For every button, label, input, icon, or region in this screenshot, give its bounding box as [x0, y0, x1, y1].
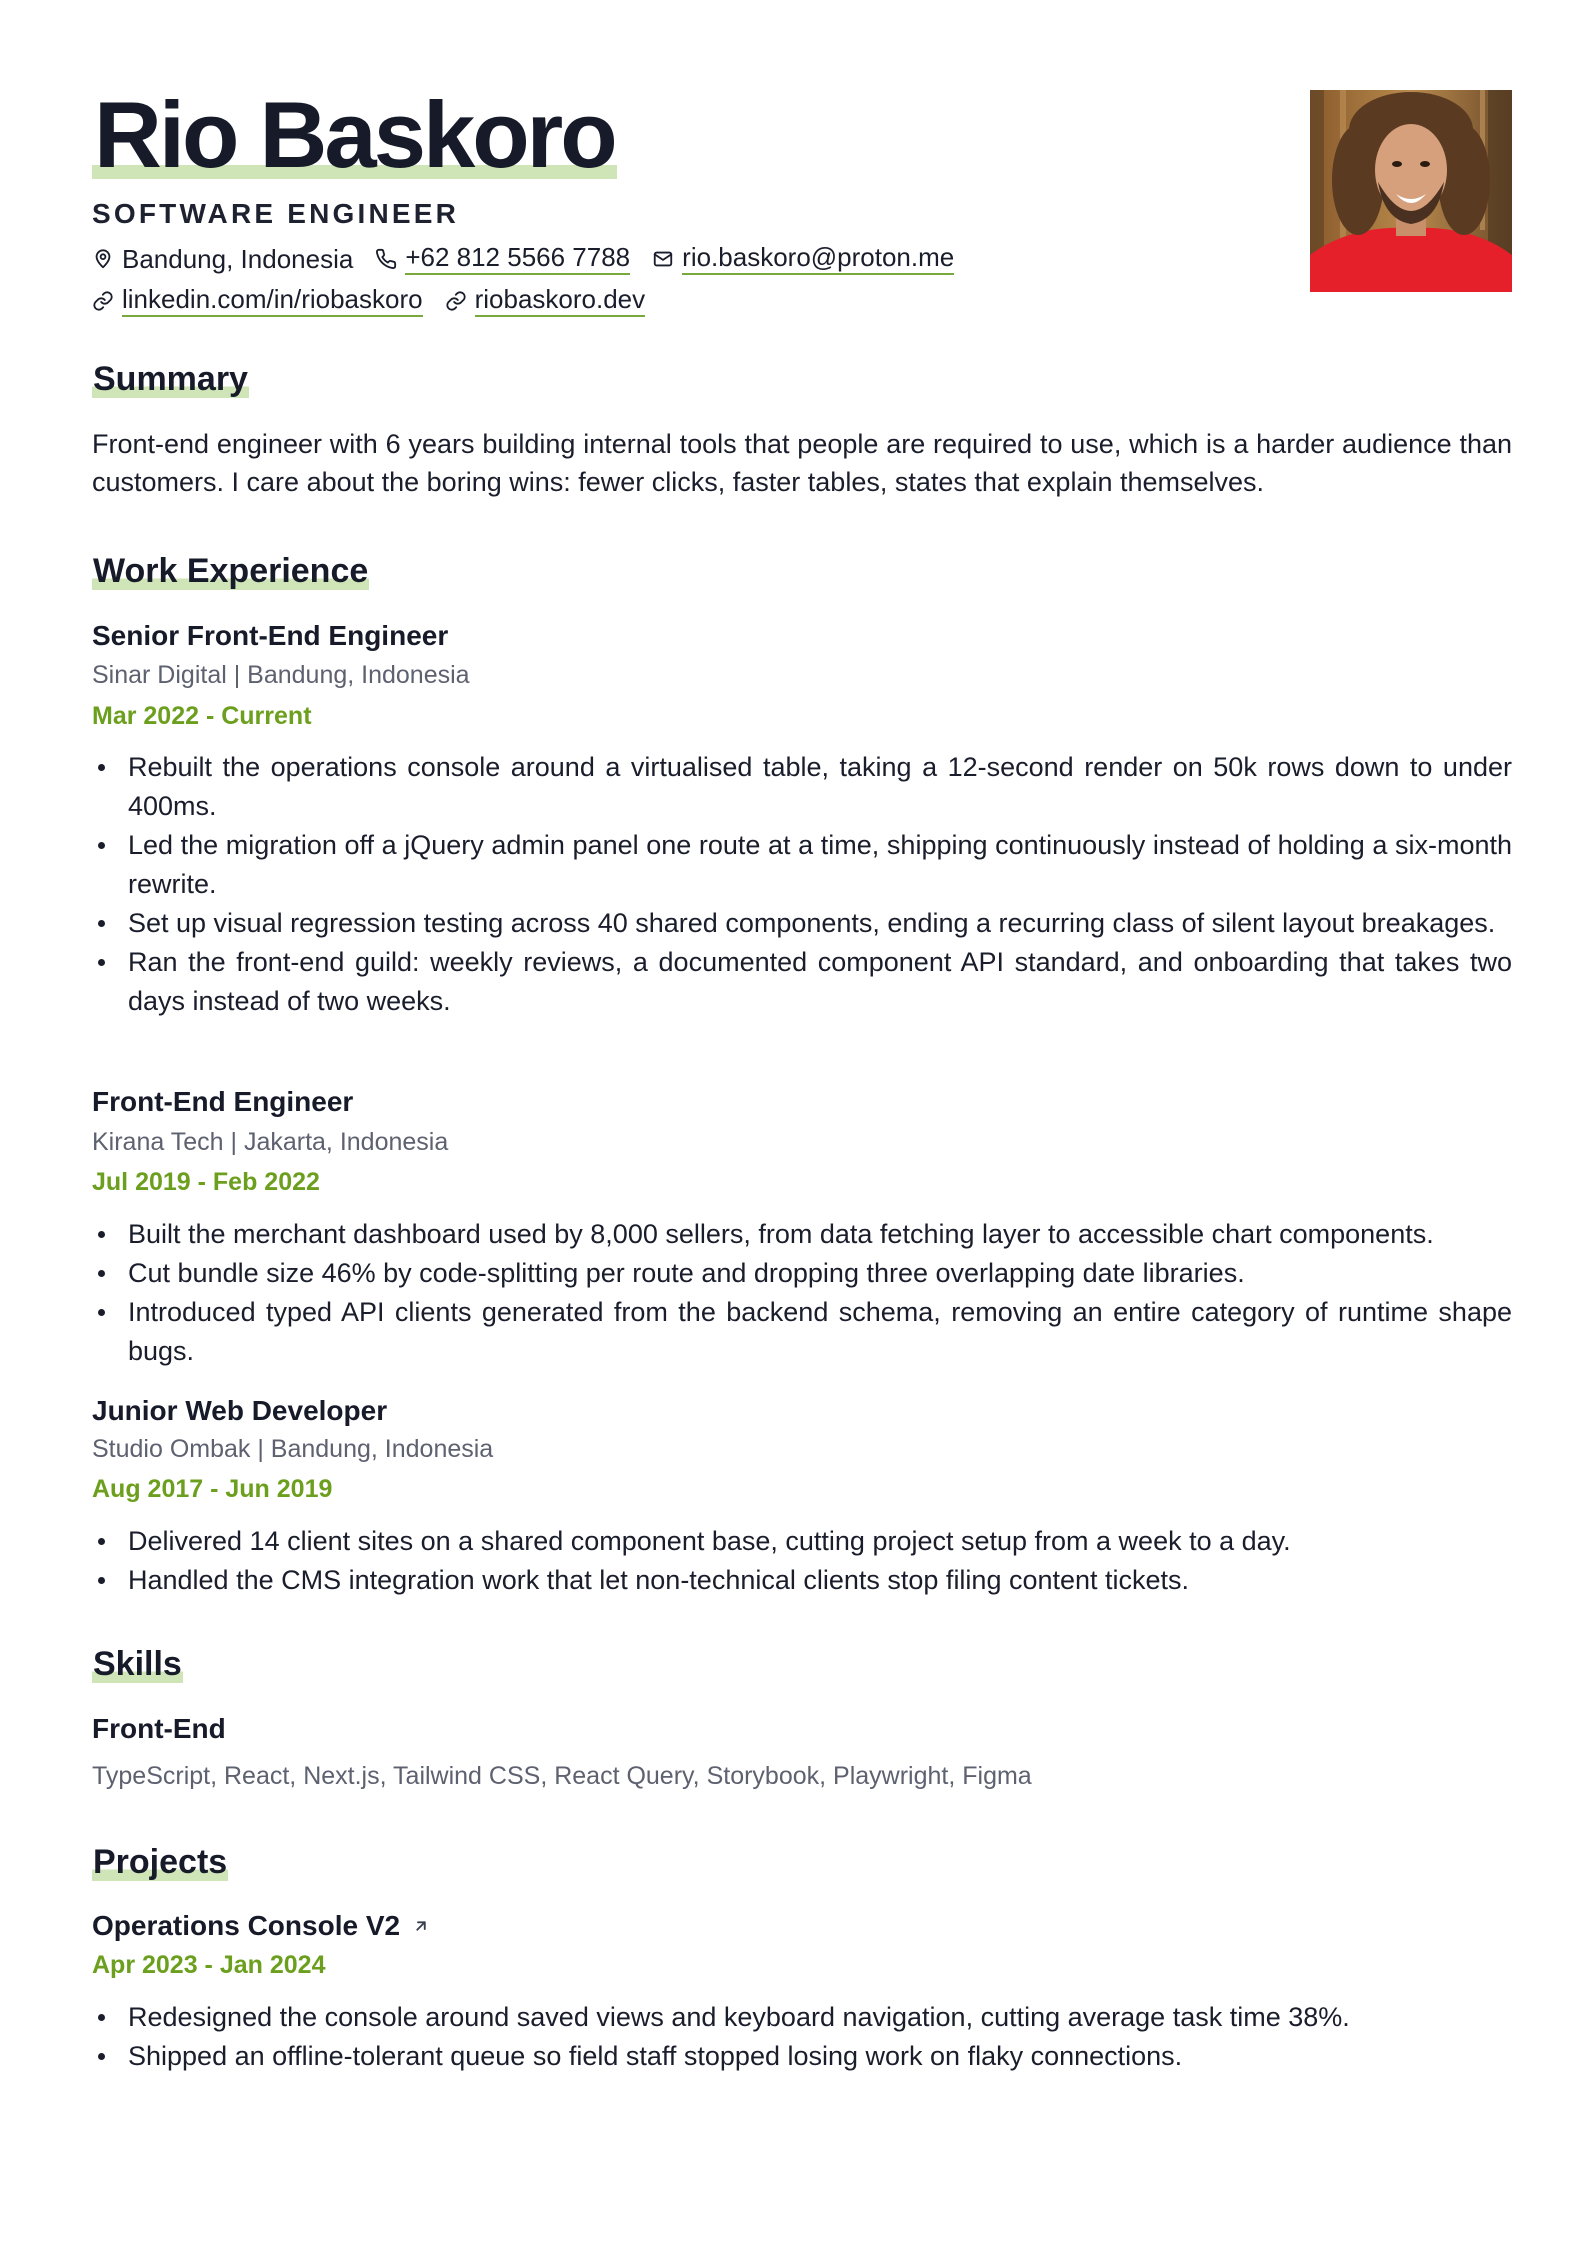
list-item: Led the migration off a jQuery admin panel one route at a time, shipping continuously instead of holding a six-month rewrite. — [92, 826, 1512, 904]
job-title: Front-End Engineer — [92, 1086, 354, 1117]
job-title: Senior Front-End Engineer — [92, 620, 449, 651]
list-item: Cut bundle size 46% by code-splitting per route and dropping three overlapping date libraries. — [92, 1254, 1512, 1293]
summary-heading: Summary — [93, 360, 248, 398]
job-dates: Mar 2022 - Current — [92, 702, 312, 730]
list-item: Redesigned the console around saved views and keyboard navigation, cutting average task time 38%. — [92, 1998, 1512, 2037]
link-icon — [445, 290, 467, 312]
website-item[interactable] — [445, 285, 646, 317]
linkedin-item[interactable] — [92, 285, 423, 317]
projects-heading: Projects — [93, 1843, 228, 1881]
list-item: Rebuilt the operations console around a virtualised table, taking a 12-second render on 50k rows down to under 400ms. — [92, 748, 1512, 826]
job-bullets — [92, 1215, 1512, 1371]
linkedin-link[interactable]: linkedin.com/in/riobaskoro — [122, 285, 423, 317]
job-bullets — [92, 748, 1512, 1021]
phone-item[interactable] — [375, 243, 630, 275]
job-headline: SOFTWARE ENGINEER — [92, 198, 460, 229]
job-title: Junior Web Developer — [92, 1395, 388, 1426]
job-company: Sinar Digital | Bandung, Indonesia — [92, 661, 470, 689]
list-item: Shipped an offline-tolerant queue so field staff stopped losing work on flaky connections. — [92, 2037, 1512, 2076]
email-link[interactable]: rio.baskoro@proton.me — [682, 243, 954, 275]
email-item[interactable] — [652, 243, 954, 275]
job-company: Kirana Tech | Jakarta, Indonesia — [92, 1128, 449, 1156]
phone-link[interactable]: +62 812 5566 7788 — [405, 243, 630, 275]
link-icon — [92, 290, 114, 312]
skill-list: TypeScript, React, Next.js, Tailwind CSS, React Query, Storybook, Playwright, Figma — [92, 1762, 1032, 1790]
mail-icon — [652, 248, 674, 270]
contact-row-2 — [92, 280, 1192, 322]
website-link[interactable]: riobaskoro.dev — [475, 285, 646, 317]
location-item — [92, 238, 353, 280]
list-item: Built the merchant dashboard used by 8,000 sellers, from data fetching layer to accessible chart components. — [92, 1215, 1512, 1254]
project-dates: Apr 2023 - Jan 2024 — [92, 1951, 326, 1979]
candidate-name: Rio Baskoro — [94, 82, 615, 187]
skill-category: Front-End — [92, 1713, 226, 1744]
job-dates: Aug 2017 - Jun 2019 — [92, 1475, 333, 1503]
summary-text: Front-end engineer with 6 years building internal tools that people are required to use, which is a harder audience than customers. I care about the boring wins: fewer clicks, faster tables, states that explain themselves. — [92, 429, 1512, 497]
phone-icon — [375, 248, 397, 270]
map-pin-icon — [92, 248, 114, 270]
profile-photo — [1310, 90, 1512, 292]
list-item: Delivered 14 client sites on a shared component base, cutting project setup from a week to a day. — [92, 1522, 1512, 1561]
resume-page — [92, 0, 1512, 2246]
location-text: Bandung, Indonesia — [122, 244, 354, 274]
list-item: Ran the front-end guild: weekly reviews, a documented component API standard, and onboarding that takes two days instead of two weeks. — [92, 943, 1512, 1021]
external-link-arrow-icon — [412, 1917, 430, 1935]
skills-heading: Skills — [93, 1645, 182, 1683]
list-item: Set up visual regression testing across 40 shared components, ending a recurring class of silent layout breakages. — [92, 904, 1512, 943]
work-experience-heading: Work Experience — [93, 552, 369, 590]
list-item: Handled the CMS integration work that let non-technical clients stop filing content tickets. — [92, 1561, 1512, 1600]
list-item: Introduced typed API clients generated from the backend schema, removing an entire category of runtime shape bugs. — [92, 1293, 1512, 1371]
name-block — [92, 82, 617, 187]
contact-row-1 — [92, 238, 1192, 280]
job-company: Studio Ombak | Bandung, Indonesia — [92, 1435, 494, 1463]
project-title[interactable] — [92, 1910, 430, 1942]
contact-info — [92, 238, 1192, 322]
job-bullets — [92, 1522, 1512, 1600]
project-title-text[interactable]: Operations Console V2 — [92, 1910, 401, 1941]
project-bullets — [92, 1998, 1512, 2076]
job-dates: Jul 2019 - Feb 2022 — [92, 1168, 320, 1196]
